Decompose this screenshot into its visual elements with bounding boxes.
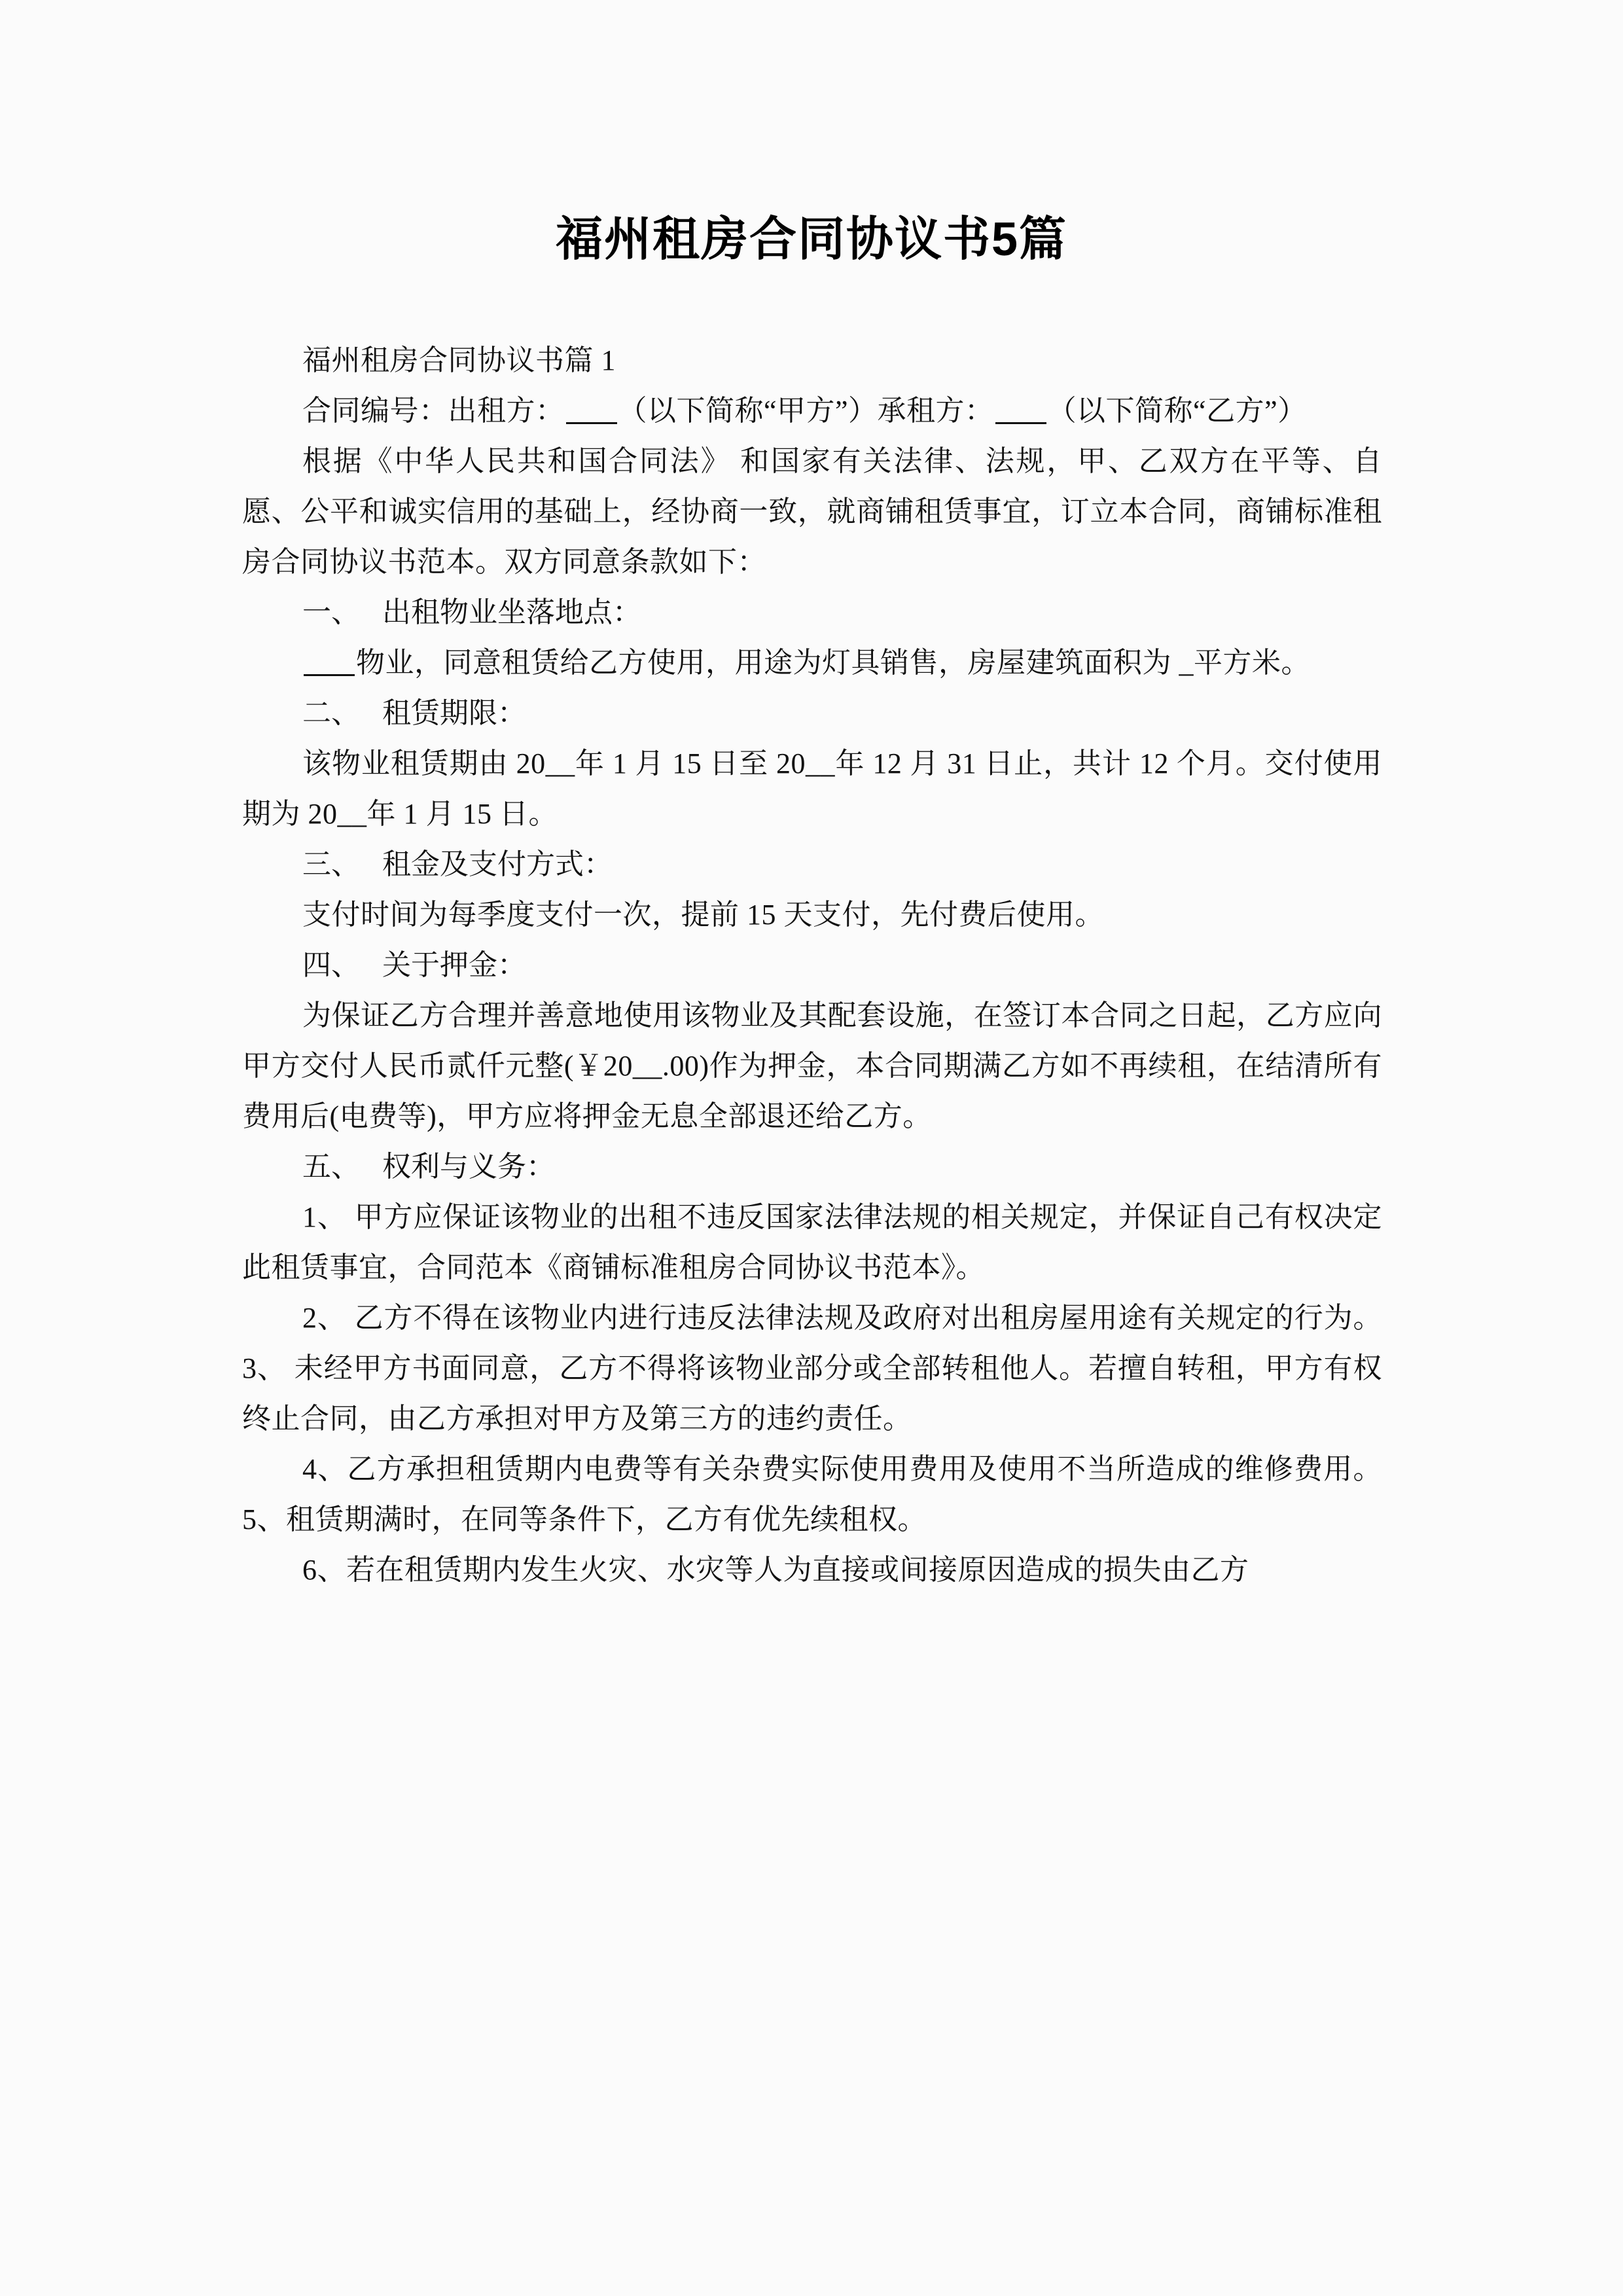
section-title-1: 出租物业坐落地点： <box>382 596 641 628</box>
section-number-4: 四、 <box>302 949 360 981</box>
preamble-paragraph: 根据《中华人民共和国合同法》 和国家有关法律、法规，甲、乙双方在平等、自愿、公平和诚实信用的基础上，经协商一致，就商铺租赁事宜，订立本合同，商铺标准租房合同协议书范本。双方同意条款如下： <box>242 445 1382 578</box>
page-title: 福州租房合同协议书5篇 <box>555 213 1068 266</box>
section-number-1: 一、 <box>302 596 360 628</box>
tenant-blank-field[interactable] <box>995 422 1046 424</box>
property-blank-field[interactable] <box>304 674 355 676</box>
landlord-blank-field[interactable] <box>566 422 617 424</box>
section-body-3: 支付时间为每季度支付一次，提前 15 天支付，先付费后使用。 <box>302 899 1104 931</box>
contract-number-line <box>242 386 1382 436</box>
clause-item-4: 6、若在租赁期内发生火灾、水灾等人为直接或间接原因造成的损失由乙方 <box>302 1554 1249 1586</box>
section-title-3: 租金及支付方式： <box>382 848 613 880</box>
section-title-5: 权利与义务： <box>382 1151 555 1183</box>
section-title-2: 租赁期限： <box>382 697 526 729</box>
section-title-4: 关于押金： <box>382 949 526 981</box>
document-body <box>242 335 1382 1595</box>
section-number-5: 五、 <box>302 1151 360 1183</box>
section-body-2: 该物业租赁期由 20__年 1 月 15 日至 20__年 12 月 31 日止，共计 12 个月。交付使用期为 20__年 1 月 15 日。 <box>242 747 1382 830</box>
contract-number-middle: （以下简称“甲方”）承租方： <box>618 395 994 427</box>
section-heading-4 <box>242 940 1382 990</box>
clause-item-1: 1、 甲方应保证该物业的出租不违反国家法律法规的相关规定，并保证自己有权决定此租赁事宜，合同范本《商铺标准租房合同协议书范本》。 <box>242 1201 1382 1283</box>
section-heading-5 <box>242 1141 1382 1192</box>
section-heading-1 <box>242 587 1382 637</box>
section-number-2: 二、 <box>302 697 360 729</box>
section-heading-3 <box>242 839 1382 889</box>
section-heading-2 <box>242 688 1382 738</box>
clause-item-3: 4、乙方承担租赁期内电费等有关杂费实际使用费用及使用不当所造成的维修费用。 5、租赁期满时，在同等条件下，乙方有优先续租权。 <box>242 1453 1382 1535</box>
clause-item-2: 2、 乙方不得在该物业内进行违反法律法规及政府对出租房屋用途有关规定的行为。 3、 未经甲方书面同意，乙方不得将该物业部分或全部转租他人。若擅自转租，甲方有权终止合同，由乙方承担对甲方及第三方的违约责任。 <box>242 1302 1382 1435</box>
section-body-1 <box>242 637 1382 688</box>
section-number-3: 三、 <box>302 848 360 880</box>
subtitle-line: 福州租房合同协议书篇 1 <box>302 344 616 376</box>
section-body-1-text: 物业，同意租赁给乙方使用，用途为灯具销售，房屋建筑面积为 _平方米。 <box>356 647 1310 679</box>
contract-number-suffix: （以下简称“乙方”） <box>1047 395 1307 427</box>
section-body-4: 为保证乙方合理并善意地使用该物业及其配套设施，在签订本合同之日起，乙方应向甲方交付人民币贰仟元整(￥20__.00)作为押金，本合同期满乙方如不再续租，在结清所有费用后(电费等)，甲方应将押金无息全部退还给乙方。 <box>242 999 1382 1132</box>
contract-number-prefix: 合同编号：出租方： <box>302 395 565 427</box>
